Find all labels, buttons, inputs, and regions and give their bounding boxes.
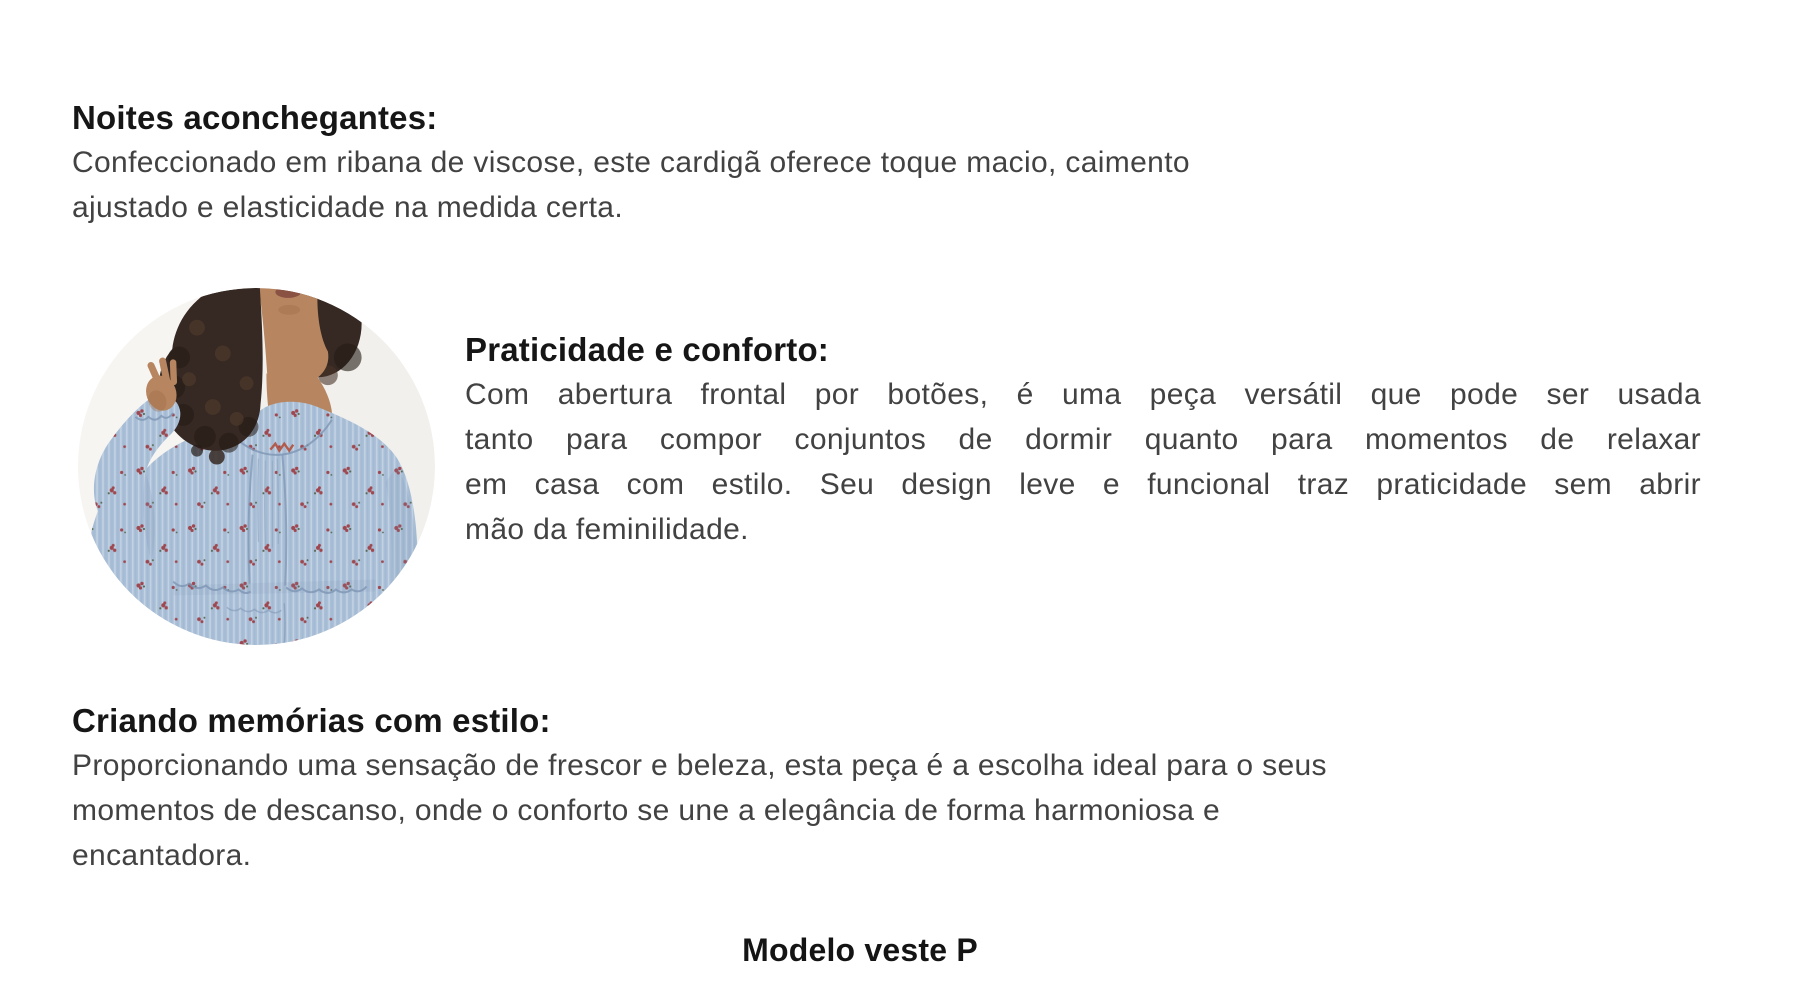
- product-photo-illustration: [78, 288, 435, 645]
- section-body: Proporcionando uma sensação de frescor e beleza, esta peça é a escolha ideal para o seus momentos de descanso, onde o conforto se une a elegância de forma harmoniosa e encantadora.: [72, 749, 1327, 872]
- product-photo: [78, 288, 435, 645]
- section-criando-memorias: [72, 698, 1632, 878]
- section-noites-aconchegantes: [72, 95, 1502, 230]
- section-heading: Praticidade e conforto:: [465, 331, 829, 368]
- model-size-note: Modelo veste P: [742, 932, 978, 968]
- section-praticidade-conforto: [465, 327, 1701, 552]
- section-heading: Noites aconchegantes:: [72, 99, 438, 136]
- section-body: Confeccionado em ribana de viscose, este cardigã oferece toque macio, caimento ajustado e elasticidade na medida certa.: [72, 146, 1190, 224]
- hair-curl: [334, 344, 362, 372]
- section-heading: Criando memórias com estilo:: [72, 702, 551, 739]
- section-body: Com abertura frontal por botões, é uma peça versátil que pode ser usada tanto para compor conjuntos de dormir quanto para momentos de relaxar em casa com estilo. Seu design leve e funcional traz praticidade sem abrir mão da feminilidade.: [465, 378, 1701, 546]
- skirt-seam: [284, 603, 285, 645]
- chin-shadow: [278, 305, 300, 315]
